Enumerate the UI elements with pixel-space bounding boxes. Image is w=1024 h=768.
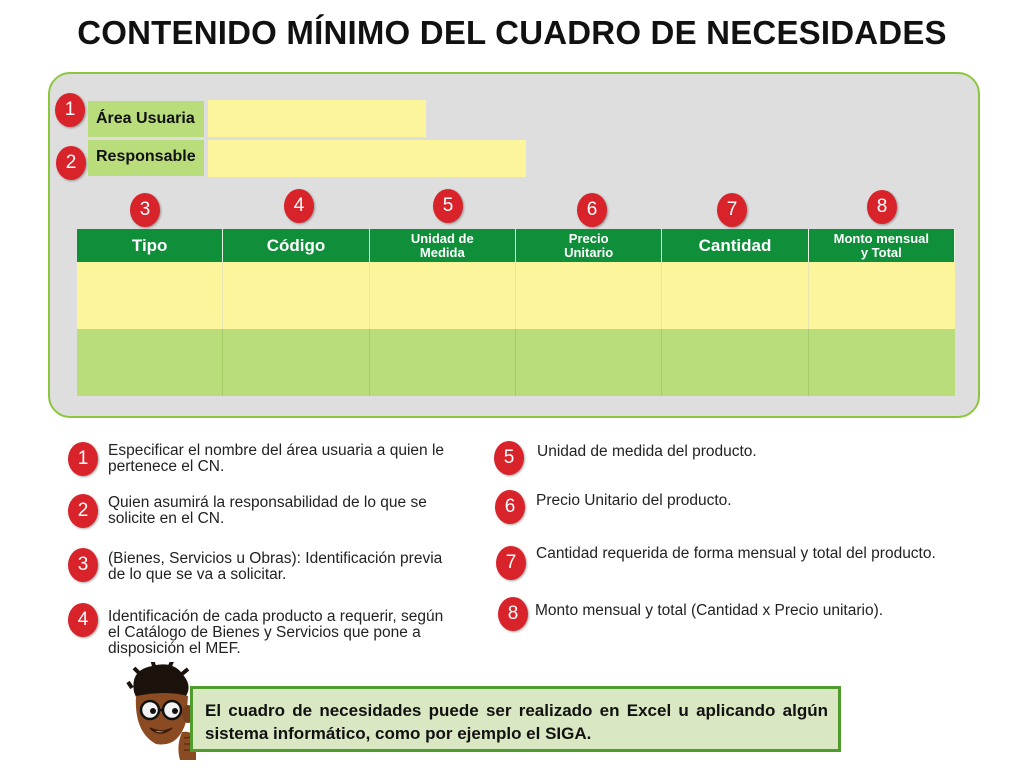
page-title: CONTENIDO MÍNIMO DEL CUADRO DE NECESIDADES (77, 14, 947, 51)
description-7: Cantidad requerida de forma mensual y total del producto. (536, 545, 936, 562)
desc-badge-5: 5 (494, 441, 524, 475)
table-cell[interactable] (516, 262, 662, 329)
table-cell[interactable] (223, 329, 369, 396)
desc-badge-8: 8 (498, 597, 528, 631)
table-cell[interactable] (223, 262, 369, 329)
column-header-tipo: Tipo (77, 229, 223, 262)
column-header-monto: Monto mensual y Total (809, 229, 955, 262)
responsable-field[interactable] (208, 140, 526, 177)
number-badge-6: 6 (577, 193, 607, 227)
info-note: El cuadro de necesidades puede ser realizado en Excel u aplicando algún sistema informático, como por ejemplo el SIGA. (190, 686, 841, 752)
desc-badge-2: 2 (68, 494, 98, 528)
desc-badge-6: 6 (495, 490, 525, 524)
table-cell[interactable] (662, 329, 808, 396)
number-badge-8: 8 (867, 190, 897, 224)
table-cell[interactable] (77, 329, 223, 396)
desc-badge-1: 1 (68, 442, 98, 476)
number-badge-4: 4 (284, 189, 314, 223)
description-8: Monto mensual y total (Cantidad x Precio unitario). (535, 602, 884, 619)
number-badge-1: 1 (55, 93, 85, 127)
table-cell[interactable] (662, 262, 808, 329)
column-header-precio-unitario: Precio Unitario (516, 229, 662, 262)
description-3: (Bienes, Servicios u Obras): Identificación previa de lo que se va a solicitar. (108, 550, 443, 583)
table-cell[interactable] (809, 262, 955, 329)
cartoon-boy-icon (126, 662, 196, 762)
table-cell[interactable] (516, 329, 662, 396)
desc-badge-7: 7 (496, 546, 526, 580)
column-header-cantidad: Cantidad (662, 229, 808, 262)
description-4: Identificación de cada producto a requerir, según el Catálogo de Bienes y Servicios que pone a disposición el MEF. (108, 608, 444, 657)
table-cell[interactable] (809, 329, 955, 396)
needs-table (77, 229, 955, 396)
table-cell[interactable] (370, 329, 516, 396)
column-header-unidad-medida: Unidad de Medida (370, 229, 516, 262)
description-1: Especificar el nombre del área usuaria a quien le pertenece el CN. (108, 442, 445, 475)
desc-badge-4: 4 (68, 603, 98, 637)
column-header-codigo: Código (223, 229, 369, 262)
description-5: Unidad de medida del producto. (537, 443, 757, 460)
number-badge-3: 3 (130, 193, 160, 227)
desc-badge-3: 3 (68, 548, 98, 582)
area-usuaria-label: Área Usuaria (88, 101, 204, 137)
area-usuaria-field[interactable] (208, 100, 426, 137)
number-badge-2: 2 (56, 146, 86, 180)
table-cell[interactable] (370, 262, 516, 329)
description-6: Precio Unitario del producto. (536, 492, 732, 509)
description-2: Quien asumirá la responsabilidad de lo que se solicite en el CN. (108, 494, 427, 527)
number-badge-7: 7 (717, 193, 747, 227)
table-cell[interactable] (77, 262, 223, 329)
responsable-label: Responsable (88, 140, 204, 176)
number-badge-5: 5 (433, 189, 463, 223)
